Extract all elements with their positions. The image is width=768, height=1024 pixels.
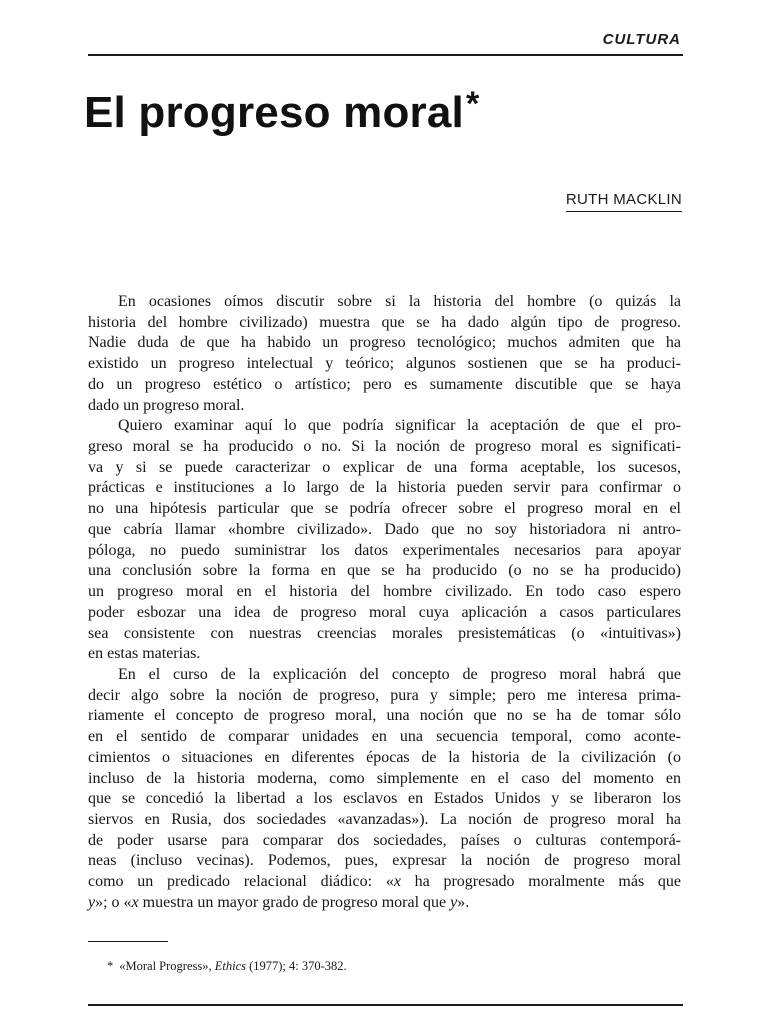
paragraph — [88, 416, 681, 665]
body-line: sea consistente con nuestras creencias morales presistemáticas (o «intuitivas») — [88, 624, 681, 642]
math-variable: x — [393, 873, 401, 891]
body-line: do un progreso estético o artístico; pero es sumamente discutible que se haya — [88, 375, 681, 393]
body-line: En ocasiones oímos discutir sobre si la historia del hombre (o quizás la — [118, 293, 681, 310]
footnote — [107, 959, 347, 974]
footnote-rule — [88, 941, 168, 942]
body-line: greso moral se ha producido o no. Si la noción de progreso moral es significati- — [88, 438, 681, 456]
body-line: que se concedió la libertad a los esclavos en Estados Unidos y se liberaron los — [88, 790, 681, 808]
body-line: cimientos o situaciones en diferentes épocas de la historia de la civilización (o — [88, 748, 681, 766]
body-line: incluso de la historia moderna, como simplemente en el caso del momento en — [88, 769, 681, 787]
body-line: una conclusión sobre la forma en que se ha producido (o no se ha producido) — [88, 562, 681, 580]
author-name: RUTH MACKLIN — [566, 191, 682, 212]
math-variable: y — [450, 893, 458, 911]
page-bottom-rule — [88, 1004, 683, 1006]
footnote-reference-mark: * — [465, 85, 480, 123]
footnote-journal: Ethics — [214, 959, 246, 973]
body-line: En el curso de la explicación del concepto de progreso moral habrá que — [118, 665, 681, 683]
body-line: siervos en Rusia, dos sociedades «avanzadas»). La noción de progreso moral ha — [88, 810, 681, 828]
footnote-mark: * — [107, 959, 114, 973]
body-line: y»; o «x muestra un mayor grado de progreso moral que y». — [88, 893, 470, 911]
section-label: CULTURA — [602, 31, 681, 48]
body-line: poder esbozar una idea de progreso moral cuya aplicación a casos particulares — [88, 603, 681, 621]
body-line: como un predicado relacional diádico: «x ha progresado moralmente más que — [88, 873, 682, 891]
body-line: va y si se puede caracterizar o explicar de una forma aceptable, los sucesos, — [88, 458, 681, 476]
paragraph — [88, 665, 681, 914]
body-line: en estas materias. — [88, 645, 201, 663]
body-line: prácticas e instituciones a lo largo de la historia pueden servir para confirmar o — [88, 479, 681, 497]
body-line: Nadie duda de que ha habido un progreso tecnológico; muchos admiten que ha — [88, 334, 681, 352]
body-line: póloga, no puedo suministrar los datos experimentales necesarios para apoyar — [88, 541, 681, 559]
body-line: existido un progreso intelectual y teórico; algunos sostienen que se ha produci- — [88, 355, 681, 373]
body-line: historia del hombre civilizado) muestra que se ha dado algún tipo de progreso. — [88, 313, 681, 331]
body-line: riamente el concepto de progreso moral, una noción que no se ha de tomar sólo — [88, 707, 681, 725]
article-title — [84, 78, 479, 139]
footnote-suffix: (1977); 4: 370-382. — [245, 959, 347, 973]
body-line: dado un progreso moral. — [88, 396, 245, 414]
article-body — [88, 292, 681, 914]
body-line: neas (incluso vecinas). Podemos, pues, expresar la noción de progreso moral — [88, 852, 681, 870]
paragraph — [88, 292, 681, 416]
body-line: decir algo sobre la noción de progreso, pura y simple; pero me interesa prima- — [88, 686, 681, 704]
body-line: no una hipótesis particular que se podría ofrecer sobre el progreso moral en el — [88, 500, 681, 518]
body-line: que cabría llamar «hombre civilizado». Dado que no soy historiadora ni antro- — [88, 520, 681, 538]
body-line: de poder usarse para comparar dos sociedades, países o culturas contemporá- — [88, 831, 681, 849]
header-rule — [88, 54, 683, 56]
body-line: Quiero examinar aquí lo que podría significar la aceptación de que el pro- — [118, 417, 681, 435]
article-title-text: El progreso moral — [84, 88, 464, 137]
body-line: en el sentido de comparar unidades en una secuencia temporal, como aconte- — [88, 728, 681, 746]
math-variable: x — [131, 893, 139, 911]
footnote-prefix: «Moral Progress», — [119, 959, 215, 973]
body-line: un progreso moral en el historia del hombre civilizado. En todo caso espero — [88, 583, 681, 601]
math-variable: y — [88, 893, 96, 911]
